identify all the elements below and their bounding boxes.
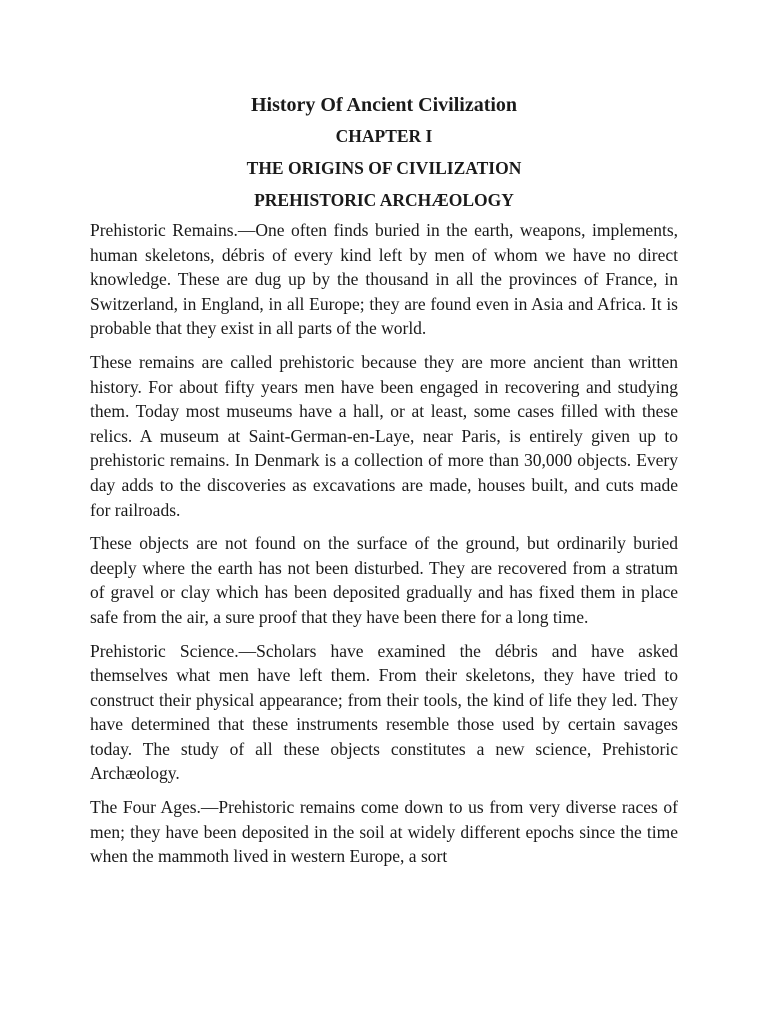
paragraph-prehistoric-remains: Prehistoric Remains.—One often finds buried in the earth, weapons, implements, human skeletons, débris of every kind left by men of whom we have no direct knowledge. These are dug up by the thousand in all the provinces of France, in Switzerland, in England, in all Europe; they are found even in Asia and Africa. It is probable that they exist in all parts of the world. [90,220,678,339]
paragraph-four-ages: The Four Ages.—Prehistoric remains come down to us from very diverse races of men; they have been deposited in the soil at widely different epochs since the time when the mammoth lived in western Europe, a sort [90,797,678,867]
chapter-title: THE ORIGINS OF CIVILIZATION [246,158,522,178]
paragraph-remains-called-prehistoric: These remains are called prehistoric because they are more ancient than written history. For about fifty years men have been engaged in recovering and studying them. Today most museums have a hall, or at least, some cases filled with these relics. A museum at Saint-German-en-Laye, near Paris, is entirely given up to prehistoric remains. In Denmark is a collection of more than 30,000 objects. Every day adds to the discoveries as excavations are made, houses built, and cuts made for railroads. [90,351,678,520]
paragraph-prehistoric-science: Prehistoric Science.—Scholars have examined the débris and have asked themselves what men have left them. From their skeletons, they have tried to construct their physical appearance; from their tools, the kind of life they led. They have determined that these instruments resemble those used by certain savages today. The study of all these objects constitutes a new science, Prehistoric Archæology. [90,640,678,784]
chapter-number: CHAPTER I [335,126,433,146]
section-title: PREHISTORIC ARCHÆOLOGY [254,190,514,210]
paragraph-objects-buried: These objects are not found on the surface of the ground, but ordinarily buried deeply where the earth has not been disturbed. They are recovered from a stratum of gravel or clay which has been deposited gradually and has fixed them in place safe from the air, a sure proof that they have been there for a long time. [90,533,678,627]
book-title: History Of Ancient Civilization [250,94,518,116]
page-content [90,90,678,878]
